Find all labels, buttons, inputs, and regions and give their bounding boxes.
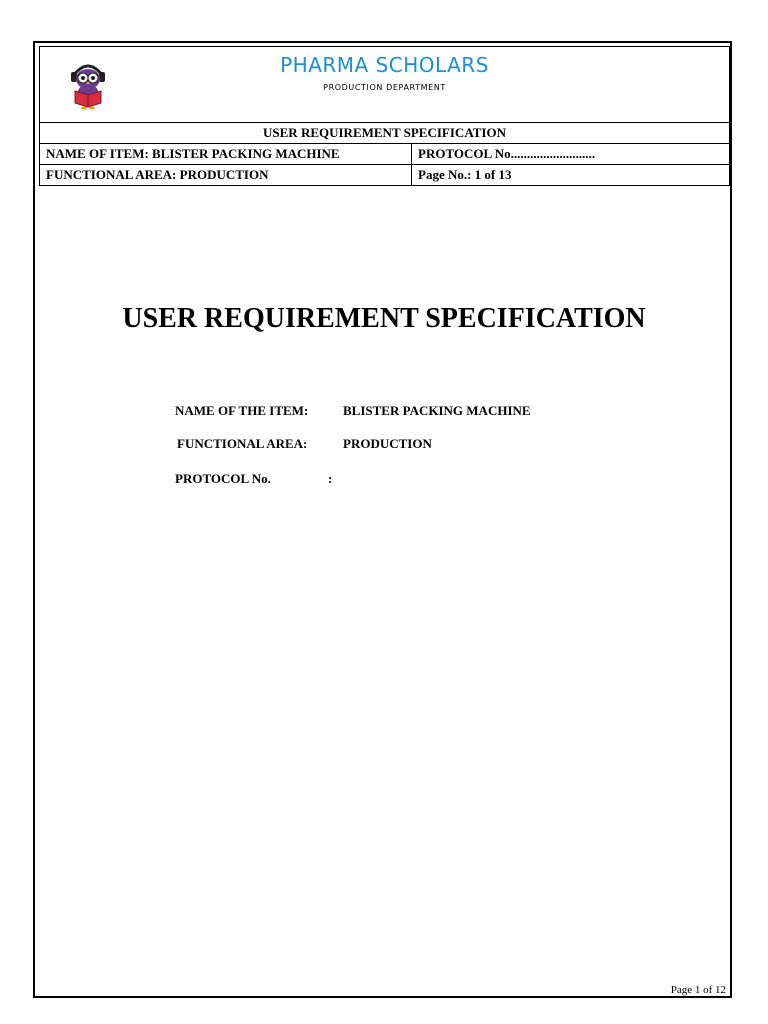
field-label: PROTOCOL No. <box>175 471 271 486</box>
field-value: : <box>328 471 333 486</box>
header-table-row <box>40 165 729 186</box>
header-table-row <box>40 144 729 165</box>
protocol-cell: PROTOCOL No.......................... <box>412 144 730 165</box>
page-no-cell: Page No.: 1 of 13 <box>412 165 730 186</box>
field-protocol-no <box>175 471 332 487</box>
department-name: PRODUCTION DEPARTMENT <box>323 83 446 92</box>
header-table-title: USER REQUIREMENT SPECIFICATION <box>40 123 729 144</box>
footer-page-number: Page 1 of 12 <box>670 984 726 996</box>
document-title: USER REQUIREMENT SPECIFICATION <box>122 303 646 334</box>
name-of-item-cell: NAME OF ITEM: BLISTER PACKING MACHINE <box>40 144 412 165</box>
header-table <box>40 122 729 185</box>
field-label: NAME OF THE ITEM: <box>175 403 309 418</box>
header-table-row <box>40 123 729 144</box>
field-functional-area <box>177 436 432 452</box>
field-name-of-item <box>175 403 531 419</box>
field-value: PRODUCTION <box>343 436 432 451</box>
field-label: FUNCTIONAL AREA: <box>177 436 308 451</box>
document-header <box>39 46 730 186</box>
functional-area-cell: FUNCTIONAL AREA: PRODUCTION <box>40 165 412 186</box>
brand-name: PHARMA SCHOLARS <box>280 53 489 77</box>
field-value: BLISTER PACKING MACHINE <box>343 403 531 418</box>
